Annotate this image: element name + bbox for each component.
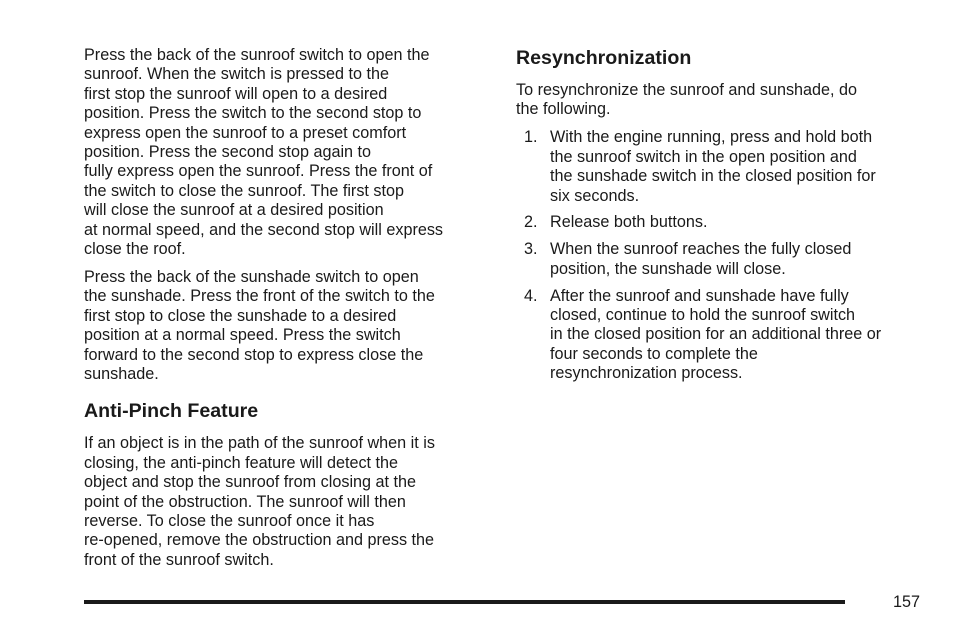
- sunroof-switch-paragraph: Press the back of the sunroof switch to open the sunroof. When the switch is pressed to the first stop the sunroof will open to a desired position. Press the switch to the second stop to express open the sunroof to a preset comfort position. Press the second stop again to fully express open the sunroof. Press the front of the switch to close the sunroof. The first stop will close the sunroof at a desired position at normal speed, and the second stop will express close the roof.: [84, 46, 444, 259]
- step-text: After the sunroof and sunshade have fully closed, continue to hold the sunroof switch in the closed position for an additional three or four seconds to complete the resynchronization process.: [550, 286, 882, 383]
- step-item: [516, 128, 926, 206]
- step-number: 1.: [524, 128, 538, 147]
- step-text: Release both buttons.: [550, 213, 708, 232]
- step-item: [516, 240, 926, 279]
- step-number: 4.: [524, 286, 538, 305]
- left-column: [84, 46, 488, 579]
- sunshade-switch-paragraph: Press the back of the sunshade switch to open the sunshade. Press the front of the switch to the first stop to close the sunshade to a desired position at a normal speed. Press the switch forward to the second stop to express close the sunshade.: [84, 267, 435, 383]
- step-number: 3.: [524, 240, 538, 259]
- resynchronization-intro: To resynchronize the sunroof and sunshade, do the following.: [516, 81, 858, 119]
- step-text: When the sunroof reaches the fully closed position, the sunshade will close.: [550, 240, 852, 278]
- step-number: 2.: [524, 213, 538, 232]
- page-number: 157: [892, 593, 920, 611]
- step-text: With the engine running, press and hold both the sunroof switch in the open position and the sunshade switch in the closed position for six seconds.: [550, 128, 876, 205]
- step-item: [516, 213, 926, 232]
- anti-pinch-heading: Anti-Pinch Feature: [84, 400, 259, 423]
- resynchronization-steps: [516, 128, 926, 383]
- resynchronization-heading: Resynchronization: [516, 47, 692, 69]
- anti-pinch-paragraph: If an object is in the path of the sunroof when it is closing, the anti-pinch feature will detect the object and stop the sunroof from closing at the point of the obstruction. The sunroof will then reverse. To close the sunroof once it has re-opened, remove the obstruction and press the front of the sunroof switch.: [84, 434, 435, 569]
- footer-rule: [84, 600, 845, 604]
- step-item: [516, 287, 926, 384]
- right-column: [516, 46, 926, 391]
